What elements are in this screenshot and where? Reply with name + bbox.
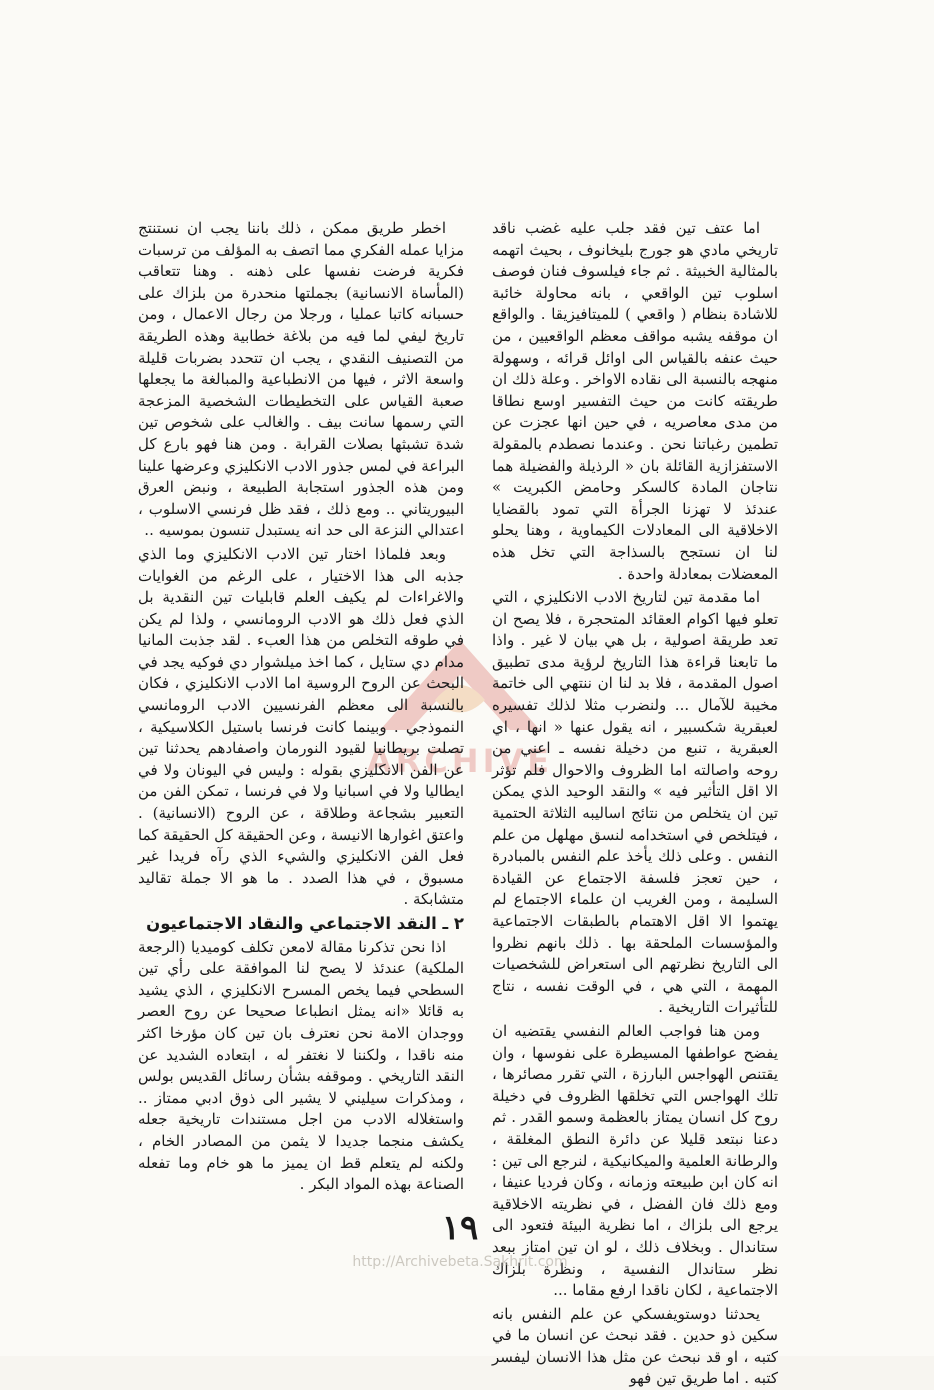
paragraph: اذا نحن تذكرنا مقالة لامعن تكلف كوميديا (الرجعة الملكية) عندئذ لا يصح لنا الموافقة على رأي تين السطحي فيما يخص المسرح الانكليزي ، الذي يشيد به قائلا «انه يمثل انطباعا صحيحا عن روح العصر ووجدان الامة نحن نعترف بان تين كان مؤرخا اكثر منه ناقدا ، ولكننا لا نغتفر له ، ابتعاده الشديد عن النقد التاريخي . وموقفه بشأن رسائل القديس بولس ، ومذكرات سيليني لا يشير الى ذوق ادبي ممتاز .. واستغلاله الادب من اجل مستندات تاريخية جعله يكشف منجما جديدا لا يثمن من المصادر الخام ، ولكنه لم يتعلم قط ان يميز ما هو خام وما تفعله الصناعة بهذه المواد البكر . [138,937,464,1194]
left-column [138,218,464,1196]
paragraph: وبعد فلماذا اختار تين الادب الانكليزي وما الذي جذبه الى هذا الاختيار ، على الرغم من الغوايات والاغراءات لم يكيف العلم قابليات تين النقدية بل الذي فعل ذلك هو الادب الرومانسي ، ولذا لم يكن في طوقه التخلص من هذا العبء . لقد جذبت المانيا مدام دي ستايل ، كما اخذ ميلشوار دي فوكيه يجد في البحث عن الروح الروسية اما الادب الانكليزي ، فكان بالنسبة الى معظم الفرنسيين الادب الرومانسي النموذجي . وبينما كانت فرنسا باستيل الكلاسيكية ، تصلت بريطانيا لقيود النورمان واصفادهم يحدثنا تين عن الفن الانكليزي بقوله : وليس في اليونان ولا في ايطاليا ولا في اسبانيا ولا في فرنسا ، تمكن الفن من التعبير بشجاعة وطلاقة ، عن الروح (الانسانية) . واعتق اغوارها الانيسة ، وعن الحقيقة كل الحقيقة كما فعل الفن الانكليزي والشيء الذي رآه فريدا غير مسبوق ، في هذا الصدد . ما هو الا جملة تقاليد متشابكة . [138,544,464,909]
watermark-url: http://Archivebeta.Sakhrit.com [352,1254,568,1270]
section-heading: ٢ ـ النقد الاجتماعي والنقاد الاجتماعيون [146,914,464,933]
paragraph: اما مقدمة تين لتاريخ الادب الانكليزي ، التي تعلو فيها اكوام العقائد المتحجرة ، فلا يصح ان تعد طريقة اصولية ، بل هي بيان لا غير . واذا ما تابعنا قراءة هذا التاريخ لرؤية مدى تطبيق اصول المقدمة ، فلا بد لنا ان ننتهي الى خاتمة مخيبة للآمال ... ولنضرب مثلا لذلك تفسيره لعبقرية شكسبير ، انه يقول عنها « انها ، اي العبقرية ، تنبع من دخيلة نفسه ـ اعني من روحه واصالته اما الظروف والاحوال فلم تؤثر الا اقل التأثير فيه » والنقد الوحيد الذي يمكن تين ان يتخلص من نتائج اساليبه الثلاثة الحتمية ، فيتلخص في استخدامه لنسق مهلهل من علم النفس . وعلى ذلك يأخذ علم النفس بالمبادرة ، حين تعجز فلسفة الاجتماع عن القيادة السليمة ، ومن الغريب ان علماء الاجتماع لم يهتموا الا اقل الاهتمام بالطبقات الاجتماعية والمؤسسات الملحقة بها . ذلك بانهم نظروا الى التاريخ نظرتهم الى استعراض للشخصيات المهمة ، التي هي ، في الوقت نفسه ، نتاج للتأثيرات التاريخية . [492,588,778,1017]
paragraph: اما عتف تين فقد جلب عليه غضب ناقد تاريخي مادي هو جورج بليخانوف ، بحيث اتهمه بالمثالية الخبيثة . ثم جاء فيلسوف فنان فوصف اسلوب تين الواقعي ، بانه محاولة خائبة للاشادة بنظام ( واقعي ) للميتافيزيقا . والواقع ان موقفه يشبه مواقف معظم الواقعيين ، من حيث عنفه بالقياس الى اوائل قرائه ، وسهولة منهجه بالنسبة الى نقاده الاواخر . وعلة ذلك ان طريقته كانت من حيث التفسير اوسع نطاقا من مدى معاصريه ، في حين انها عجزت عن تطمين رغباتنا نحن . وعندما نصطدم بالمقولة الاستفزازية القائلة بان « الرذيلة والفضيلة هما نتاجان المادة كالسكر وحامض الكبريت » عندئذ لا تهزنا الجرأة التي تمود بالقضايا الاخلاقية الى المعادلات الكيماوية ، وهنا يحلو لنا ان نستجح بالسذاجة التي تخل هذه المعضلات بمعادلة واحدة . [492,219,778,583]
watermark-text: ARCHIVE [366,742,554,780]
paragraph: اخطر طريق ممكن ، ذلك باننا يجب ان نستنتج مزايا عمله الفكري مما اتصف به المؤلف من ترسبات فكرية فرضت نفسها على ذهنه . وهنا تتعاقب (المأساة الانسانية) بجملتها منحدرة من بلزاك على حسبانه كاتبا عمليا ، ورجلا من رجال الاعمال ، ومن تاريخ ليفي لما فيه من بلاغة خطابية وهذه الطريقة من التصنيف النقدي ، يجب ان تتحدد بضربات قليلة واسعة الاثر ، فيها من الانطباعية والمبالغة ما يجعلها صعبة القياس على التخطيطات الشخصية المزعجة التي رسمها سانت بيف . والغالب على شخوص تين شدة تشبثها بصلات القرابة . ومن هنا فهو بارع كل البراعة في لمس جذور الادب الانكليزي وعرضها علينا ومن هذه الجذور استجابة الطبيعة ، ونبض العرق البيوريتاني .. ومع ذلك ، فقد ظل فرنسي الاسلوب ، اعتدالي النزعة الى حد انه يستبدل تنسون بموسيه .. [138,219,464,540]
page-number: ١٩ [441,1208,479,1248]
paragraph: يحدثنا دوستويفسكي عن علم النفس بانه سكين ذو حدين . فقد نبحث عن انسان ما في كتبه ، او قد نبحث عن مثل هذا الانسان ليفسر كتبه . اما طريق تين فهو [492,1304,778,1388]
right-column [492,218,778,1390]
paragraph: ومن هنا فواجب العالم النفسي يقتضيه ان يفضح عواطفها المسيطرة على نفوسها ، وان يقتنص الهواجس البارزة ، التي تقرر مصائرها ، تلك الهواجس التي تخلقها الظروف في دخيلة روح كل انسان يمتاز بالعظمة وسمو القدر . ثم دعنا نبتعد قليلا عن دائرة النطق المغلقة ، والرطانة العلمية والميكانيكية ، لنرجع الى تين : انه كان ابن طبيعته وزمانه ، وكان فرديا عنيفا ، ومع ذلك فان الفضل ، في نظريته الاخلاقية يرجع الى بلزاك ، اما نظرية البيئة فتعود الى ستاندال . وبخلاف ذلك ، لو ان تين امتاز ببعد نظر ستاندال النفسية ، ونظرة بلزاك الاجتماعية ، لكان ناقدا ارفع مقاما ... [491,1021,778,1300]
